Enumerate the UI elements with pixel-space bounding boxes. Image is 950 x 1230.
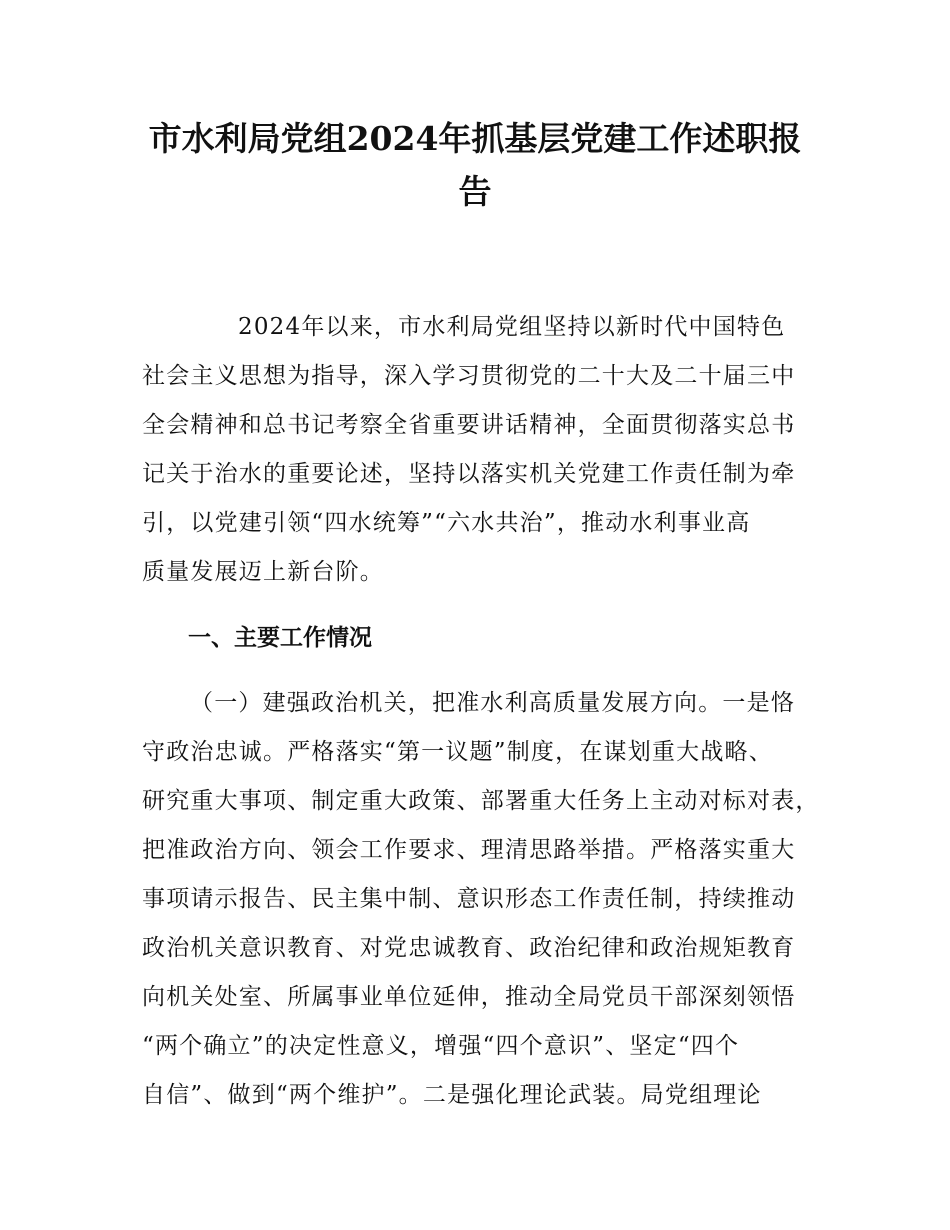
body-line: 自信”、做到“两个维护”。二是强化理论武装。局党组理论	[142, 1082, 762, 1108]
body-line: 政治机关意识教育、对党忠诚教育、政治纪律和政治规矩教育	[142, 935, 796, 961]
body-line: 向机关处室、所属事业单位延伸，推动全局党员干部深刻领悟	[142, 984, 796, 1010]
intro-line: 引，以党建引领“四水统筹”“六水共治”，推动水利事业高	[142, 510, 751, 536]
intro-line: 记关于治水的重要论述，坚持以落实机关党建工作责任制为牵	[142, 461, 796, 487]
document-title	[120, 112, 830, 218]
intro-line: 社会主义思想为指导，深入学习贯彻党的二十大及二十届三中	[142, 363, 796, 389]
body-line: 守政治忠诚。严格落实“第一议题”制度，在谋划重大战略、	[142, 739, 773, 765]
body-line: 研究重大事项、制定重大政策、部署重大任务上主动对标对表，	[142, 788, 820, 814]
body-line: 把准政治方向、领会工作要求、理清思路举措。严格落实重大	[142, 837, 796, 863]
title-line-2: 告	[458, 172, 492, 211]
body-line: （一）建强政治机关，把准水利高质量发展方向。一是恪	[190, 690, 795, 716]
body-line: “两个确立”的决定性意义，增强“四个意识”、坚定“四个	[142, 1033, 740, 1059]
body-line: 事项请示报告、民主集中制、意识形态工作责任制，持续推动	[142, 886, 796, 912]
intro-line: 质量发展迈上新台阶。	[142, 559, 384, 585]
title-line-1: 市水利局党组2024年抓基层党建工作述职报	[148, 119, 802, 158]
intro-line: 全会精神和总书记考察全省重要讲话精神，全面贯彻落实总书	[142, 412, 796, 438]
section-heading: 一、主要工作情况	[188, 625, 372, 651]
intro-line: 2024年以来，市水利局党组坚持以新时代中国特色	[238, 314, 786, 340]
